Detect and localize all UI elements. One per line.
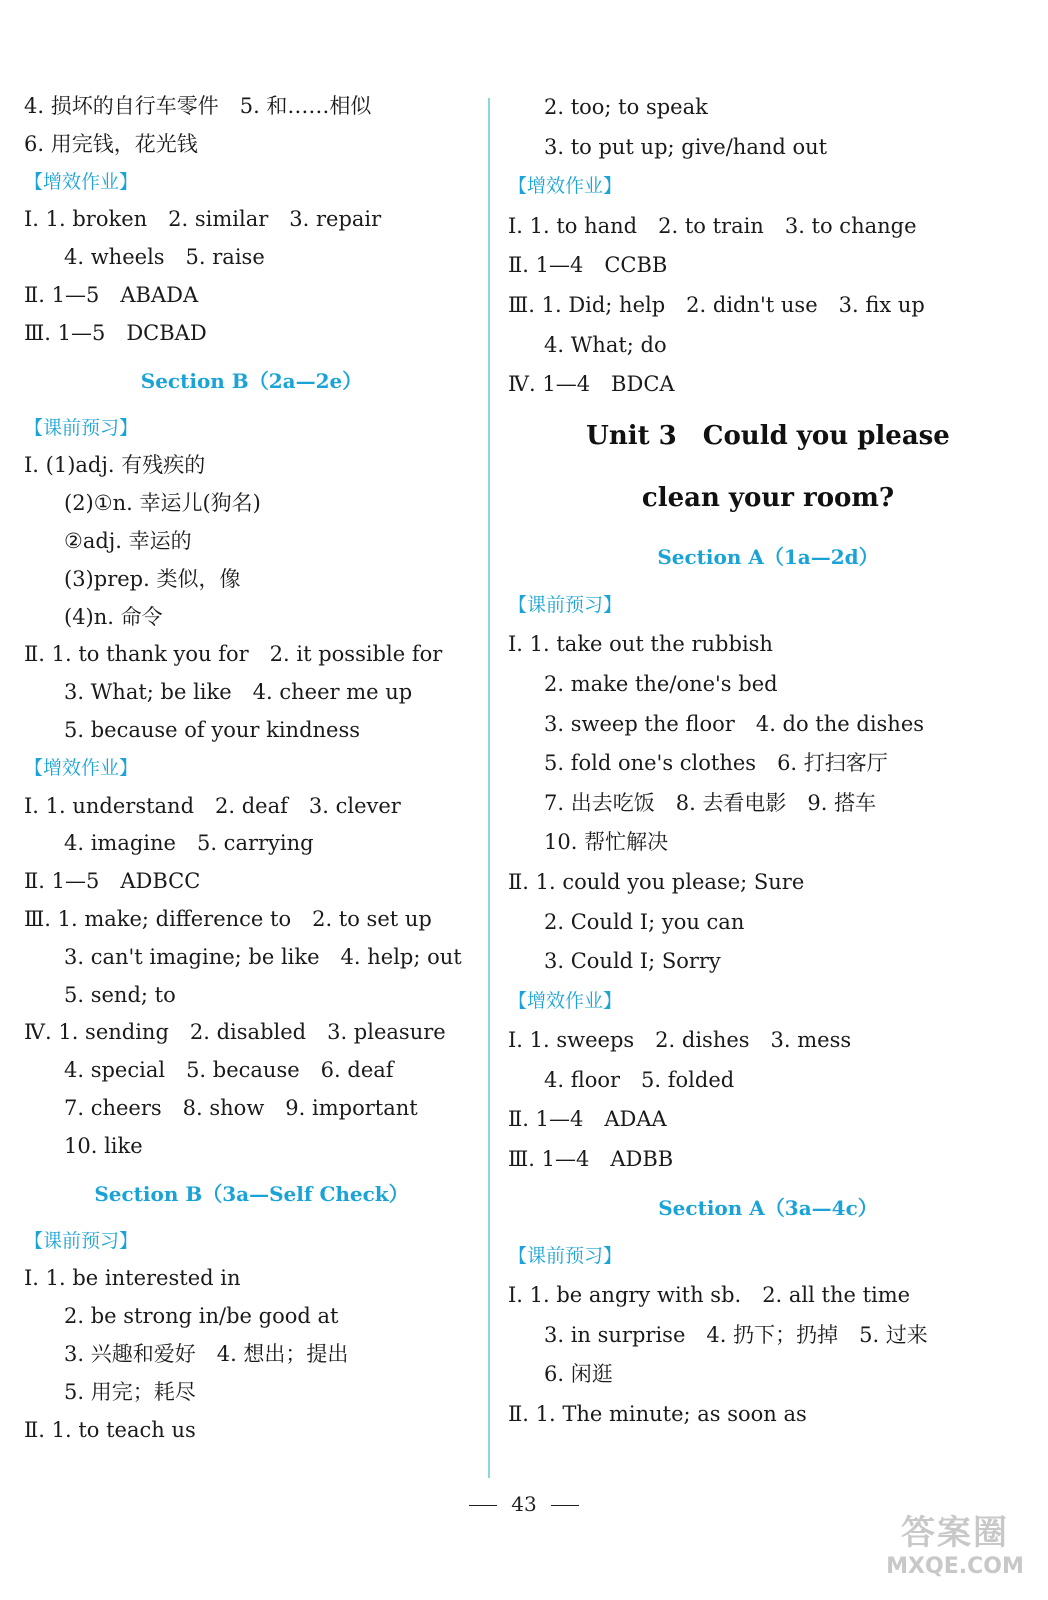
answer-line: ②adj. 幸运的 <box>64 528 192 553</box>
answer-line: Ⅳ. 1. sending 2. disabled 3. pleasure <box>24 1020 446 1045</box>
answer-line: 2. Could I; you can <box>544 909 745 934</box>
answer-line: Ⅰ. 1. broken 2. similar 3. repair <box>24 207 382 232</box>
section-tag: 【课前预习】 <box>508 1244 623 1267</box>
section-tag: 【增效作业】 <box>508 989 623 1012</box>
answer-line: 3. Could I; Sorry <box>544 949 721 974</box>
answer-line: 5. fold one's clothes 6. 打扫客厅 <box>544 751 888 776</box>
answer-line: 4. wheels 5. raise <box>64 245 265 270</box>
section-tag: 【课前预习】 <box>24 1229 139 1252</box>
answer-line: Ⅱ. 1. The minute; as soon as <box>508 1402 807 1427</box>
watermark-text-cn: 答案圈 <box>901 1513 1009 1553</box>
answer-line: Ⅱ. 1. could you please; Sure <box>508 869 805 894</box>
section-tag: 【增效作业】 <box>24 756 139 779</box>
footer-dash-right <box>551 1505 579 1506</box>
answer-line: (2)①n. 幸运儿(狗名) <box>64 491 261 516</box>
answer-line: Ⅰ. 1. to hand 2. to train 3. to change <box>508 213 917 238</box>
answer-line: 3. in surprise 4. 扔下；扔掉 5. 过来 <box>544 1322 928 1347</box>
answer-line: Ⅲ. 1—5 DCBAD <box>24 320 207 345</box>
left-column <box>24 88 479 1449</box>
answer-line: Ⅰ. 1. be angry with sb. 2. all the time <box>508 1283 911 1308</box>
answer-line: Ⅲ. 1. Did; help 2. didn't use 3. fix up <box>508 292 925 317</box>
watermark-logo <box>880 1512 1030 1588</box>
answer-line: Ⅱ. 1—5 ADBCC <box>24 869 201 894</box>
section-tag: 【增效作业】 <box>24 170 139 193</box>
answer-line: Ⅱ. 1—4 ADAA <box>508 1107 667 1132</box>
answer-line: 3. What; be like 4. cheer me up <box>64 680 413 705</box>
answer-line: 6. 用完钱，花光钱 <box>24 131 198 156</box>
section-heading: Section A（3a—4c） <box>658 1195 878 1220</box>
answer-line: 10. like <box>64 1133 143 1158</box>
answer-line: 2. too; to speak <box>544 95 708 119</box>
answer-line: (3)prep. 类似，像 <box>64 566 241 591</box>
page-number: 43 <box>511 1492 537 1516</box>
section-heading: Section A（1a—2d） <box>657 544 879 569</box>
answer-line: 5. 用完；耗尽 <box>64 1379 196 1404</box>
footer-dash-left <box>469 1505 497 1506</box>
answer-line: 3. can't imagine; be like 4. help; out <box>64 944 462 969</box>
answer-line: 6. 闲逛 <box>544 1362 613 1387</box>
answer-line: Ⅰ. (1)adj. 有残疾的 <box>24 453 206 478</box>
answer-line: 2. make the/one's bed <box>544 671 778 696</box>
section-heading: Section B（2a—2e） <box>140 368 363 393</box>
answer-line: (4)n. 命令 <box>64 604 163 629</box>
column-divider <box>488 98 490 1478</box>
answer-line: 7. 出去吃饭 8. 去看电影 9. 搭车 <box>544 790 877 815</box>
answer-line: Ⅰ. 1. be interested in <box>24 1266 241 1291</box>
answer-line: 4. What; do <box>544 332 667 357</box>
answer-line: Ⅳ. 1—4 BDCA <box>508 372 675 397</box>
section-tag: 【增效作业】 <box>508 175 623 198</box>
answer-line: 4. special 5. because 6. deaf <box>64 1058 394 1083</box>
answer-line: Ⅰ. 1. sweeps 2. dishes 3. mess <box>508 1028 852 1053</box>
answer-line: Ⅲ. 1—4 ADBB <box>508 1147 674 1172</box>
watermark-text-url: MXQE.COM <box>886 1554 1024 1579</box>
answer-line: 4. floor 5. folded <box>544 1067 735 1092</box>
answer-line: Ⅱ. 1—5 ABADA <box>24 282 199 307</box>
right-column <box>508 88 1028 1435</box>
answer-line: Ⅰ. 1. take out the rubbish <box>508 632 773 657</box>
answer-line: 10. 帮忙解决 <box>544 830 669 855</box>
unit-title: Unit 3 Could you please <box>586 420 950 451</box>
answer-line: 3. 兴趣和爱好 4. 想出；提出 <box>64 1341 349 1366</box>
section-tag: 【课前预习】 <box>24 416 139 439</box>
section-heading: Section B（3a—Self Check） <box>94 1181 409 1206</box>
answer-line: 7. cheers 8. show 9. important <box>64 1095 418 1120</box>
answer-line: 5. because of your kindness <box>64 717 361 742</box>
answer-line: Ⅱ. 1—4 CCBB <box>508 253 668 278</box>
answer-line: 4. imagine 5. carrying <box>64 831 314 856</box>
answer-line: Ⅰ. 1. understand 2. deaf 3. clever <box>24 793 401 818</box>
answer-line: Ⅲ. 1. make; difference to 2. to set up <box>24 906 432 931</box>
answer-line: 3. to put up; give/hand out <box>544 134 828 159</box>
answer-line: 4. 损坏的自行车零件 5. 和……相似 <box>24 94 372 118</box>
unit-title: clean your room? <box>641 482 895 513</box>
answer-line: 5. send; to <box>64 982 176 1007</box>
answer-line: 3. sweep the floor 4. do the dishes <box>544 711 925 736</box>
answer-line: 2. be strong in/be good at <box>64 1304 339 1329</box>
answer-line: Ⅱ. 1. to teach us <box>24 1417 196 1442</box>
answer-line: Ⅱ. 1. to thank you for 2. it possible for <box>24 642 443 667</box>
section-tag: 【课前预习】 <box>508 593 623 616</box>
